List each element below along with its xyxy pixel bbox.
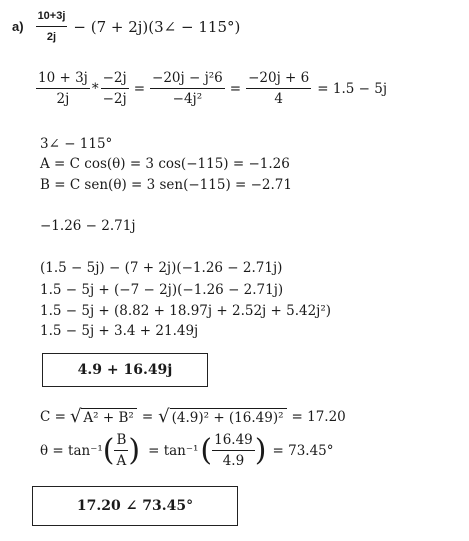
sqrt-icon: √	[69, 406, 82, 427]
header-rest: − (7 + 2j)(3∠ − 115°)	[73, 17, 241, 36]
division-result: = 1.5 − 5j	[317, 80, 388, 97]
angle-fraction-2-den: 4.9	[222, 453, 245, 469]
angle-fraction-2	[212, 432, 255, 469]
equals-2: =	[229, 80, 242, 97]
magnitude-radicand-1: A² + B²	[81, 408, 136, 426]
paren-open: (	[102, 432, 115, 468]
magnitude-lhs: C =	[40, 409, 66, 425]
magnitude-result: = 17.20	[291, 409, 346, 425]
fraction-1-den: 2j	[56, 91, 70, 107]
magnitude-radicand-2: (4.9)² + (16.49)²	[170, 408, 287, 426]
angle-fraction-1	[114, 432, 128, 469]
times-sign: *	[91, 80, 99, 97]
fraction-1	[36, 70, 90, 107]
expand-line-2: 1.5 − 5j + (−7 − 2j)(−1.26 − 2.71j)	[40, 282, 284, 298]
fraction-2-den: −2j	[102, 91, 127, 107]
answer-polar-box: 17.20 ∠ 73.45°	[32, 486, 238, 526]
paren-close: )	[128, 432, 141, 468]
fraction-3	[150, 70, 225, 107]
fraction-2-num: −2j	[101, 70, 129, 89]
magnitude-line	[40, 408, 346, 426]
problem-label: a)	[12, 19, 24, 34]
angle-fraction-2-num: 16.49	[212, 432, 255, 451]
answer-rectangular-box: 4.9 + 16.49j	[42, 353, 208, 387]
division-step	[36, 70, 387, 107]
fraction-4-den: 4	[274, 91, 283, 107]
rectangular-form: −1.26 − 2.71j	[40, 218, 136, 234]
paren-close: )	[254, 432, 267, 468]
angle-line	[40, 432, 334, 469]
fraction-4	[246, 70, 311, 107]
fraction-2	[101, 70, 129, 107]
expand-line-3: 1.5 − 5j + (8.82 + 18.97j + 2.52j + 5.42j²)	[40, 303, 332, 319]
angle-eq: = tan⁻¹	[148, 442, 199, 459]
equals-1: =	[133, 80, 146, 97]
fraction-3-den: −4j²	[172, 91, 203, 107]
polar-line-3: B = C sen(θ) = 3 sen(−115) = −2.71	[40, 177, 292, 193]
angle-fraction-1-num: B	[114, 432, 128, 451]
problem-header	[12, 8, 240, 45]
magnitude-radical-2	[158, 408, 286, 426]
paren-open: (	[200, 432, 213, 468]
angle-lhs: θ = tan⁻¹	[40, 442, 103, 459]
polar-line-2: A = C cos(θ) = 3 cos(−115) = −1.26	[40, 156, 290, 172]
sqrt-icon: √	[158, 406, 170, 427]
header-fraction-num: 10+3j	[36, 8, 68, 27]
header-fraction	[36, 8, 68, 45]
fraction-3-num: −20j − j²6	[150, 70, 225, 89]
magnitude-equals: =	[141, 409, 154, 425]
header-fraction-den: 2j	[46, 31, 57, 43]
magnitude-radical-1	[70, 408, 137, 426]
polar-line-1: 3∠ − 115°	[40, 136, 113, 152]
fraction-4-num: −20j + 6	[246, 70, 311, 89]
fraction-1-num: 10 + 3j	[36, 70, 90, 89]
expand-line-1: (1.5 − 5j) − (7 + 2j)(−1.26 − 2.71j)	[40, 260, 283, 276]
angle-fraction-1-den: A	[116, 453, 127, 469]
angle-result: = 73.45°	[272, 442, 334, 459]
expand-line-4: 1.5 − 5j + 3.4 + 21.49j	[40, 323, 199, 339]
